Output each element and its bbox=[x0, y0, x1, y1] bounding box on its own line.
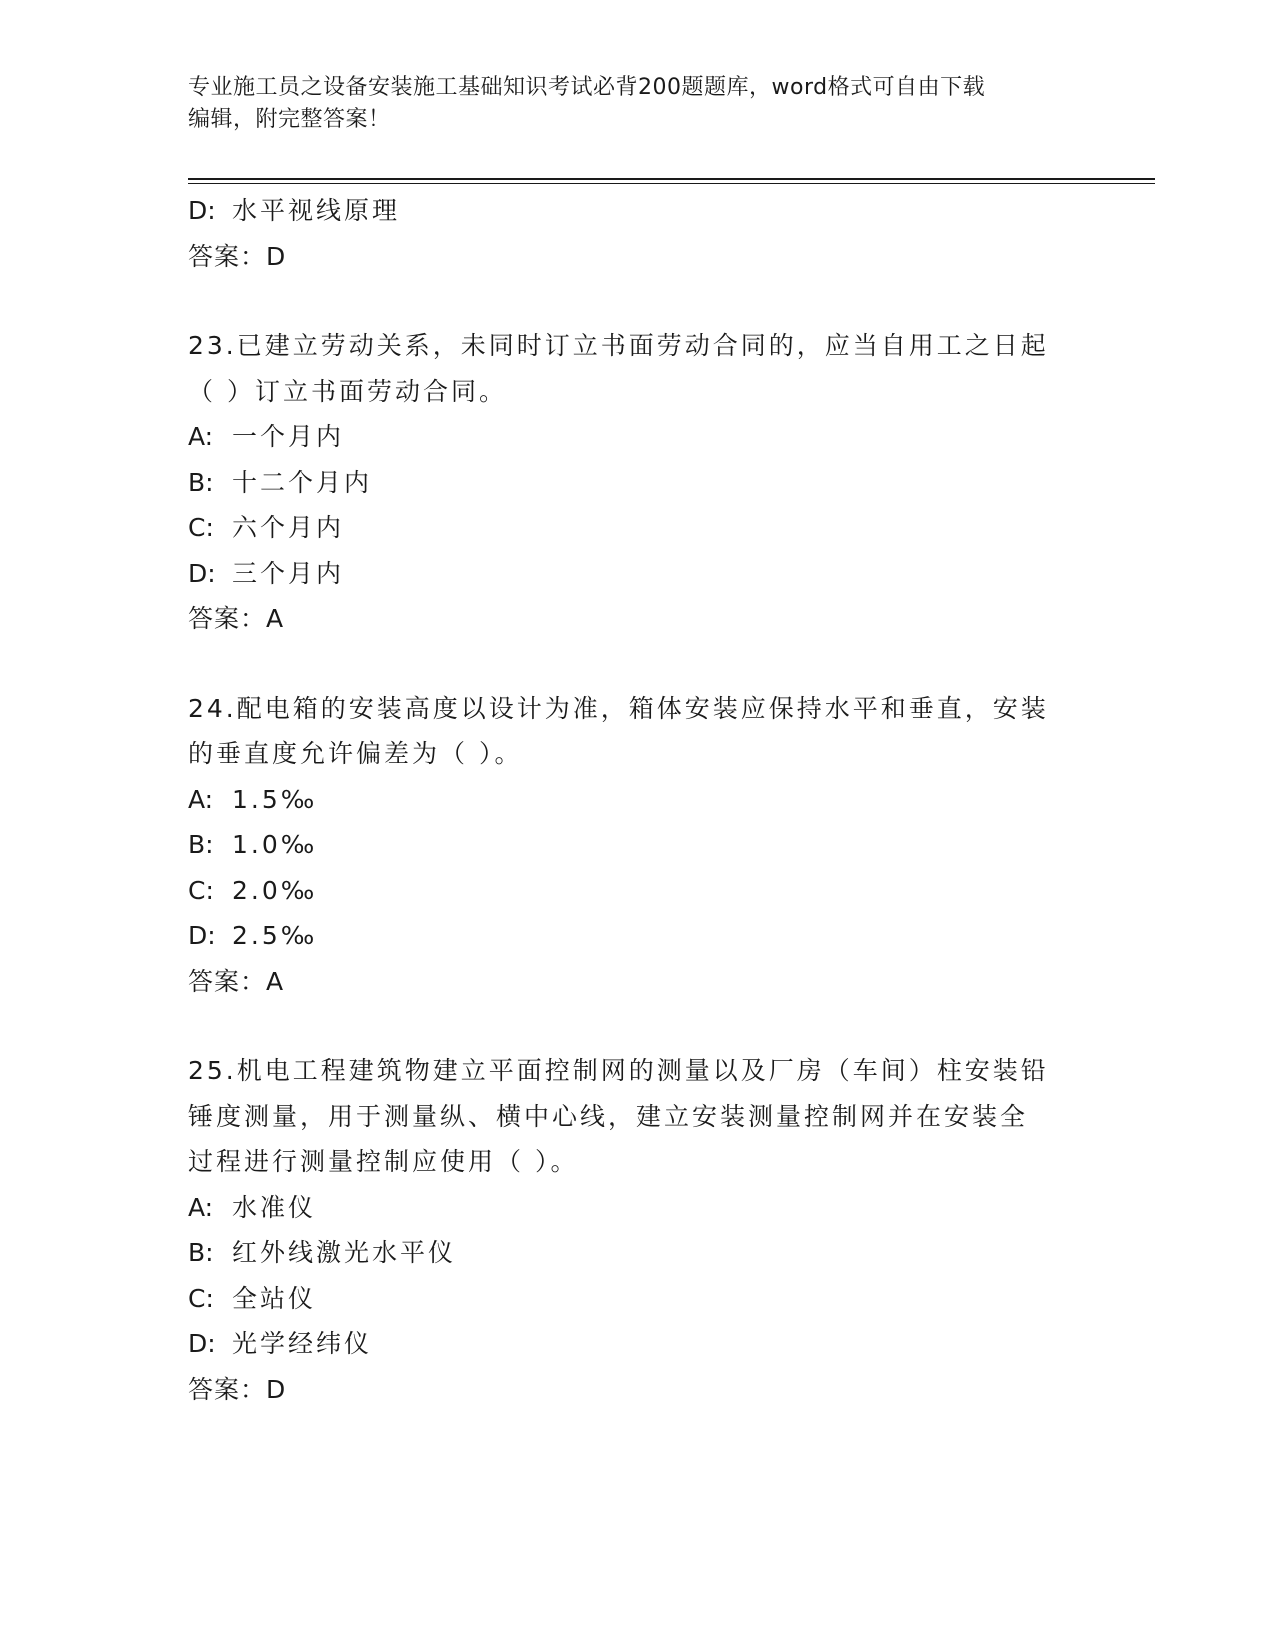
spacer bbox=[188, 279, 1088, 323]
header-divider-thin bbox=[188, 183, 1155, 184]
option-text: 一个月内 bbox=[232, 422, 345, 451]
spacer bbox=[188, 1004, 1088, 1048]
answer-label: 答案： bbox=[188, 241, 267, 271]
option-letter: A: bbox=[188, 1192, 214, 1222]
option-letter: C: bbox=[188, 875, 214, 905]
option-text: 三个月内 bbox=[232, 558, 345, 588]
option-a bbox=[188, 777, 1088, 823]
option-letter: D: bbox=[188, 921, 216, 950]
option-c bbox=[188, 868, 1088, 914]
question-list bbox=[188, 188, 1088, 1412]
header-divider-thick bbox=[188, 178, 1155, 180]
option-letter: D: bbox=[188, 196, 216, 225]
option-c bbox=[188, 505, 1088, 551]
answer-label: 答案： bbox=[188, 604, 267, 633]
answer-value: D bbox=[266, 1374, 287, 1404]
option-d bbox=[188, 913, 1088, 959]
option-letter: B: bbox=[188, 1238, 214, 1267]
option-text: 全站仪 bbox=[232, 1283, 317, 1313]
option-c bbox=[188, 1276, 1088, 1322]
answer-value: A bbox=[266, 966, 285, 996]
option-text: 红外线激光水平仪 bbox=[232, 1238, 457, 1267]
question-stem-line: 过程进行测量控制应使用（ ）。 bbox=[188, 1147, 579, 1176]
question-stem-line: 锤度测量，用于测量纵、横中心线，建立安装测量控制网并在安装全 bbox=[188, 1101, 1029, 1131]
option-a bbox=[188, 414, 1088, 460]
option-text: 十二个月内 bbox=[232, 467, 373, 497]
option-letter: A: bbox=[188, 784, 214, 814]
option-text: 光学经纬仪 bbox=[232, 1329, 373, 1358]
question-24 bbox=[188, 686, 1088, 1005]
option-text: 六个月内 bbox=[232, 513, 345, 542]
option-d bbox=[188, 551, 1088, 597]
header-line-2: 编辑，附完整答案！ bbox=[188, 107, 391, 132]
answer-line bbox=[188, 959, 1088, 1005]
option-text: 水平视线原理 bbox=[232, 196, 401, 225]
question-stem-line: 24.配电箱的安装高度以设计为准，箱体安装应保持水平和垂直，安装 bbox=[188, 693, 1049, 723]
option-text: 1.0‰ bbox=[232, 830, 318, 859]
answer-label: 答案： bbox=[188, 966, 267, 996]
option-letter: D: bbox=[188, 558, 216, 588]
document-header bbox=[188, 72, 1088, 136]
option-letter: B: bbox=[188, 830, 214, 859]
option-b bbox=[188, 460, 1088, 506]
option-b bbox=[188, 822, 1088, 868]
question-stem-line: （ ）订立书面劳动合同。 bbox=[188, 376, 507, 406]
answer-value: D bbox=[266, 241, 287, 271]
option-b bbox=[188, 1230, 1088, 1276]
answer-line bbox=[188, 1367, 1088, 1413]
option-text: 水准仪 bbox=[232, 1192, 317, 1222]
previous-question-tail bbox=[188, 188, 1088, 279]
question-stem-line: 的垂直度允许偏差为（ ）。 bbox=[188, 739, 523, 768]
answer-label: 答案： bbox=[188, 1374, 267, 1404]
question-stem-line: 25.机电工程建筑物建立平面控制网的测量以及厂房（车间）柱安装铅 bbox=[188, 1056, 1049, 1085]
option-text: 1.5‰ bbox=[232, 784, 318, 814]
question-25 bbox=[188, 1048, 1088, 1412]
option-a bbox=[188, 1185, 1088, 1231]
option-letter: C: bbox=[188, 513, 214, 542]
option-text: 2.5‰ bbox=[232, 921, 318, 950]
header-line-1: 专业施工员之设备安装施工基础知识考试必背200题题库，word格式可自由下载 bbox=[188, 75, 986, 100]
option-letter: C: bbox=[188, 1283, 214, 1313]
spacer bbox=[188, 642, 1088, 686]
option-d bbox=[188, 188, 1088, 234]
option-letter: D: bbox=[188, 1329, 216, 1358]
answer-value: A bbox=[266, 604, 285, 633]
option-letter: B: bbox=[188, 467, 214, 497]
option-text: 2.0‰ bbox=[232, 875, 318, 905]
question-stem-line: 23.已建立劳动关系，未同时订立书面劳动合同的，应当自用工之日起 bbox=[188, 331, 1049, 360]
option-d bbox=[188, 1321, 1088, 1367]
answer-line bbox=[188, 596, 1088, 642]
question-23 bbox=[188, 323, 1088, 642]
answer-line bbox=[188, 234, 1088, 280]
option-letter: A: bbox=[188, 422, 214, 451]
